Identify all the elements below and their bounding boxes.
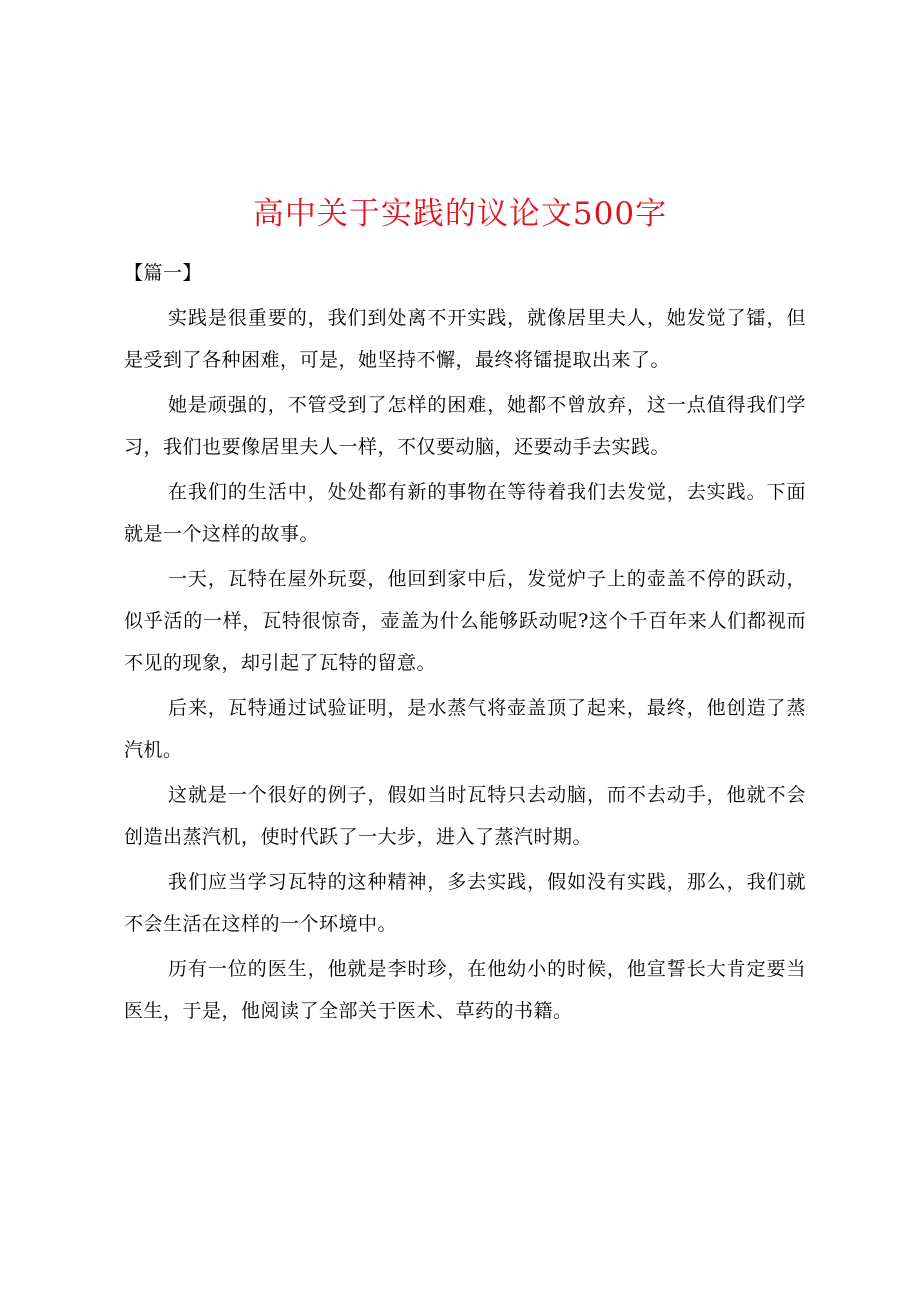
- section-label: 【篇一】: [124, 262, 203, 284]
- paragraph-8: 历有一位的医生，他就是李时珍，在他幼小的时候，他宣誓长大肯定要当医生，于是，他阅读了全部关于医术、草药的书籍。: [124, 958, 806, 1022]
- paragraph-6: 这就是一个很好的例子，假如当时瓦特只去动脑，而不去动手，他就不会创造出蒸汽机，使时代跃了一大步，进入了蒸汽时期。: [124, 784, 806, 848]
- document-body: [124, 252, 806, 1032]
- paragraph-4: 一天，瓦特在屋外玩耍，他回到家中后，发觉炉子上的壶盖不停的跃动，似乎活的一样，瓦特很惊奇，壶盖为什么能够跃动呢?这个千百年来人们都视而不见的现象，却引起了瓦特的留意。: [124, 568, 806, 674]
- document-title: 高中关于实践的议论文500字: [252, 196, 668, 232]
- paragraph-3: 在我们的生活中，处处都有新的事物在等待着我们去发觉，去实践。下面就是一个这样的故事。: [124, 481, 806, 545]
- paragraph-2: 她是顽强的，不管受到了怎样的困难，她都不曾放弃，这一点值得我们学习，我们也要像居里夫人一样，不仅要动脑，还要动手去实践。: [124, 394, 806, 458]
- paragraph-1: 实践是很重要的，我们到处离不开实践，就像居里夫人，她发觉了镭，但是受到了各种困难，可是，她坚持不懈，最终将镭提取出来了。: [124, 307, 806, 371]
- paragraph-5: 后来，瓦特通过试验证明，是水蒸气将壶盖顶了起来，最终，他创造了蒸汽机。: [124, 697, 806, 761]
- paragraph-7: 我们应当学习瓦特的这种精神，多去实践，假如没有实践，那么，我们就不会生活在这样的一个环境中。: [124, 871, 806, 935]
